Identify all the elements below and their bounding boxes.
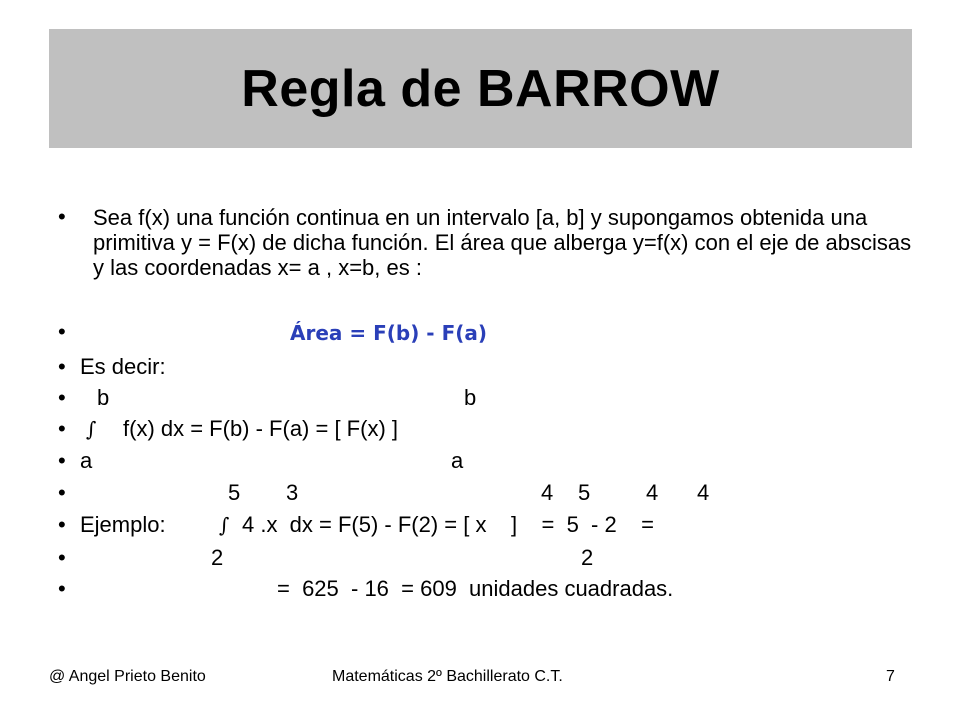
bullet-lower-limits — [0, 449, 960, 479]
bullet-marker: • — [58, 319, 66, 344]
bullet-upper-limits — [0, 386, 960, 416]
example-expression: 4 .x dx = F(5) - F(2) = [ x ] = 5 - 2 = — [242, 512, 655, 537]
slide-title: Regla de BARROW — [241, 59, 720, 118]
bullet-marker: • — [58, 204, 66, 229]
integral-icon: ∫ — [86, 417, 97, 441]
example-upper-limit: 5 — [228, 480, 241, 505]
bullet-es-decir — [0, 355, 960, 385]
footer-author: @ Angel Prieto Benito — [49, 668, 206, 685]
bullet-marker: • — [58, 576, 66, 601]
integral-expression: f(x) dx = F(b) - F(a) = [ F(x) ] — [123, 416, 398, 441]
example-lower-limit: 2 — [211, 545, 224, 570]
lower-limit-a: a — [80, 448, 93, 473]
bullet-integral — [0, 417, 960, 447]
bullet-marker: • — [58, 448, 66, 473]
example-bracket-lower: 2 — [581, 545, 594, 570]
integral-icon: ∫ — [219, 513, 230, 537]
bullet-marker: • — [58, 512, 66, 537]
example-exponent: 4 — [541, 480, 554, 505]
bullet-marker: • — [58, 416, 66, 441]
intro-text: Sea f(x) una función continua en un intervalo [a, b] y supongamos obtenida una primitiva y = F(x) de dicha función. El área que alberga y=f(x) con el eje de abscisas y las coordenadas x= a , x=b, es : — [93, 205, 912, 280]
upper-limit-b: b — [97, 385, 110, 410]
bullet-example-lower — [0, 546, 960, 576]
example-exponent: 3 — [286, 480, 299, 505]
example-label: Ejemplo: — [80, 512, 166, 537]
title-band — [49, 29, 912, 148]
lower-limit-a-bracket: a — [451, 448, 464, 473]
bullet-marker: • — [58, 480, 66, 505]
bullet-marker: • — [58, 354, 66, 379]
bullet-example-upper — [0, 481, 960, 511]
upper-limit-b-bracket: b — [464, 385, 477, 410]
bullet-result — [0, 577, 960, 607]
example-exponent: 4 — [646, 480, 659, 505]
result-text: = 625 - 16 = 609 unidades cuadradas. — [277, 576, 674, 601]
footer-course: Matemáticas 2º Bachillerato C.T. — [332, 668, 563, 685]
bullet-formula — [0, 320, 960, 350]
example-exponent: 4 — [697, 480, 710, 505]
bullet-example — [0, 513, 960, 543]
example-bracket-upper: 5 — [578, 480, 591, 505]
footer-page-number: 7 — [886, 668, 895, 685]
es-decir-text: Es decir: — [80, 354, 166, 379]
bullet-marker: • — [58, 385, 66, 410]
area-formula: Área = F(b) - F(a) — [290, 321, 488, 345]
bullet-marker: • — [58, 545, 66, 570]
